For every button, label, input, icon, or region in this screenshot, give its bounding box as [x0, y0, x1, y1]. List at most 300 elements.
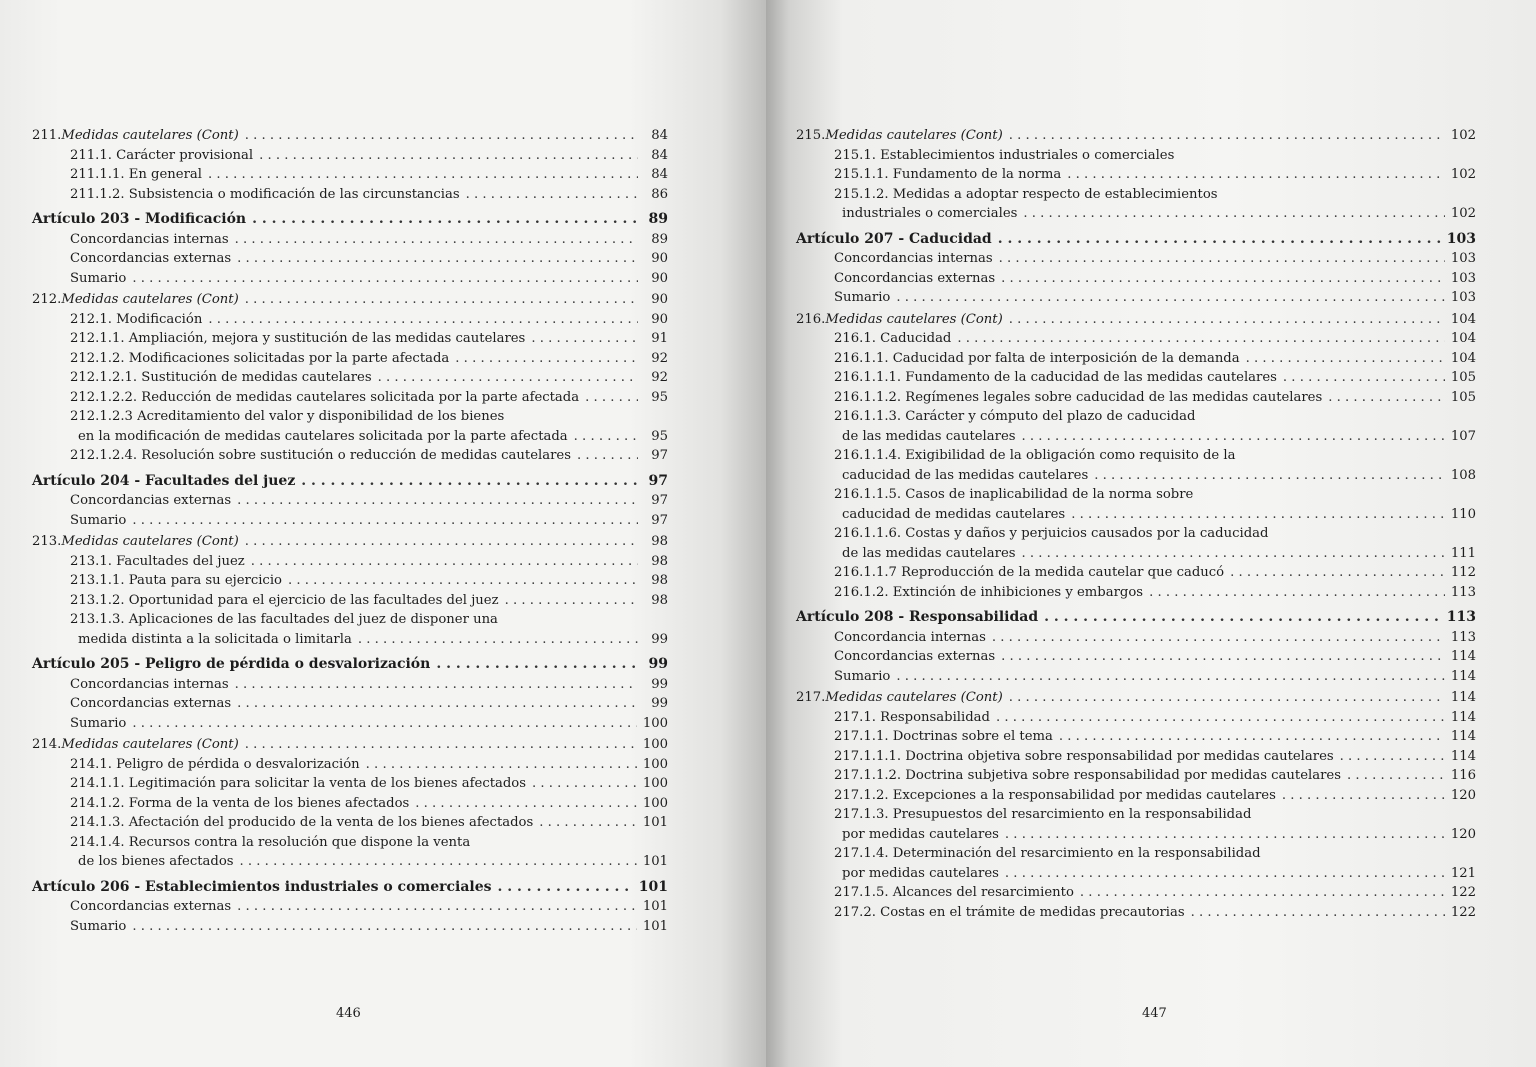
- toc-entry-label: Concordancias externas: [834, 649, 996, 664]
- dot-leader: [1044, 608, 1441, 628]
- toc-entry-label: 216.1.1.4. Exigibilidad de la obligación como requisito de la: [834, 448, 1236, 463]
- dot-leader: [1059, 727, 1445, 747]
- toc-entry-label: Concordancias internas: [834, 251, 993, 266]
- toc-page-number: 92: [651, 350, 668, 366]
- toc-page-number: 98: [651, 534, 668, 549]
- dot-leader: [498, 878, 633, 898]
- toc-page-number: 100: [642, 715, 668, 731]
- toc-entry-label: 216.1.1.1. Fundamento de la caducidad de las medidas cautelares: [834, 370, 1277, 385]
- toc-entry: [32, 755, 668, 775]
- toc-entry-label: 215.1. Establecimientos industriales o comerciales: [834, 147, 1175, 163]
- toc-entry: [32, 310, 668, 330]
- toc-entry: [796, 583, 1476, 603]
- toc-page-number: 112: [1450, 565, 1476, 580]
- dot-leader: [1005, 864, 1445, 884]
- toc-entry: [796, 608, 1476, 628]
- dot-leader: [252, 210, 638, 230]
- toc-entry: [796, 407, 1476, 427]
- toc-page-number: 113: [1450, 584, 1476, 600]
- toc-entry-label: 212.1.2.2. Reducción de medidas cautelares solicitada por la parte afectada: [70, 389, 580, 405]
- toc-page-number: 97: [651, 448, 668, 463]
- toc-page-number: 121: [1450, 865, 1476, 881]
- toc-entry-label: Artículo 205 - Peligro de pérdida o desvalorización: [32, 656, 431, 672]
- toc-entry-label: 212.1.2.3 Acreditamiento del valor y disponibilidad de los bienes: [70, 409, 505, 424]
- toc-entry: [32, 552, 668, 572]
- toc-page-number: 113: [1450, 629, 1476, 645]
- toc-page-number: 104: [1450, 311, 1476, 327]
- dot-leader: [896, 288, 1444, 308]
- toc-entry-label: 211.1.2. Subsistencia o modificación de las circunstancias: [70, 186, 460, 202]
- dot-leader: [237, 491, 638, 511]
- dot-leader: [1230, 563, 1445, 583]
- dot-leader: [235, 675, 638, 695]
- dot-leader: [996, 708, 1445, 728]
- toc-entry: [32, 388, 668, 408]
- toc-entry-label: 213.1.1. Pauta para su ejercicio: [70, 573, 282, 588]
- toc-entry: [32, 878, 668, 898]
- toc-entry-label: 211.1. Carácter provisional: [70, 147, 254, 163]
- toc-entry-label: 215.1.1. Fundamento de la norma: [834, 167, 1062, 182]
- dot-leader: [366, 755, 637, 775]
- toc-entry: [796, 165, 1476, 185]
- toc-entry-label: Sumario: [70, 715, 127, 731]
- toc-entry: [796, 766, 1476, 786]
- toc-entry: [32, 185, 668, 205]
- dot-leader: [539, 813, 637, 833]
- dot-leader: [1009, 688, 1445, 708]
- dot-leader: [132, 917, 636, 937]
- toc-entry: [796, 485, 1476, 505]
- dot-leader: [532, 774, 637, 794]
- toc-entry: [796, 825, 1476, 845]
- toc-entry: [796, 427, 1476, 447]
- toc-entry: [32, 290, 668, 310]
- dot-leader: [1283, 368, 1445, 388]
- toc-page-number: 84: [651, 147, 668, 163]
- toc-entry-label: Artículo 203 - Modificación: [32, 211, 247, 227]
- toc-entry-label: Concordancias externas: [70, 493, 232, 508]
- toc-page-number: 98: [651, 573, 668, 588]
- toc-entry-label: Concordancias internas: [70, 231, 229, 247]
- toc-page-number: 116: [1450, 768, 1476, 783]
- toc-entry: [796, 249, 1476, 269]
- toc-page-number: 99: [651, 696, 668, 711]
- toc-entry: [796, 544, 1476, 564]
- toc-page-number: 104: [1450, 350, 1476, 366]
- toc-page-number: 90: [651, 292, 668, 307]
- toc-entry: [796, 368, 1476, 388]
- toc-page-number: 102: [1450, 128, 1476, 143]
- toc-entry: [32, 532, 668, 552]
- dot-leader: [1009, 126, 1445, 146]
- toc-entry: [32, 813, 668, 833]
- toc-entry: [796, 288, 1476, 308]
- dot-leader: [132, 714, 636, 734]
- dot-leader: [998, 230, 1441, 250]
- dot-leader: [577, 446, 638, 466]
- left-page: [0, 0, 766, 1067]
- toc-entry: [32, 917, 668, 937]
- toc-entry-label: medida distinta a la solicitada o limitarla: [78, 631, 352, 647]
- toc-entry-label: 216.1.1.6. Costas y daños y perjuicios causados por la caducidad: [834, 526, 1269, 541]
- toc-entry-label: Sumario: [834, 290, 891, 305]
- toc-entry: [32, 491, 668, 511]
- toc-entry-label: 217.1.1. Doctrinas sobre el tema: [834, 729, 1053, 744]
- toc-page-number: 114: [1450, 690, 1476, 705]
- toc-page-number: 105: [1450, 389, 1476, 405]
- toc-entry: [32, 694, 668, 714]
- dot-leader: [245, 532, 638, 552]
- toc-entry: [32, 610, 668, 630]
- toc-page-number: 97: [648, 472, 668, 489]
- dot-leader: [415, 794, 637, 814]
- toc-page-number: 114: [1450, 748, 1476, 764]
- toc-entry: [32, 571, 668, 591]
- dot-leader: [245, 735, 637, 755]
- toc-entry-label: Concordancias externas: [70, 899, 232, 914]
- toc-entry: [796, 747, 1476, 767]
- dot-leader: [992, 628, 1445, 648]
- toc-entry-label: Medidas cautelares (Cont): [825, 311, 1003, 327]
- toc-page-number: 111: [1450, 545, 1476, 561]
- toc-entry-label: caducidad de las medidas cautelares: [842, 467, 1089, 483]
- dot-leader: [358, 630, 638, 650]
- table-of-contents-right: [796, 124, 1476, 922]
- toc-page-number: 107: [1450, 428, 1476, 444]
- toc-entry: [796, 466, 1476, 486]
- toc-entry-label: 214.1.2. Forma de la venta de los bienes afectados: [70, 795, 410, 811]
- toc-entry: [32, 735, 668, 755]
- toc-entry: [32, 427, 668, 447]
- page-number-left: 446: [336, 1006, 361, 1021]
- toc-entry-label: 215.1.2. Medidas a adoptar respecto de establecimientos: [834, 186, 1218, 202]
- toc-page-number: 101: [638, 878, 668, 895]
- toc-entry-label: 217.1.2. Excepciones a la responsabilidad por medidas cautelares: [834, 787, 1276, 803]
- toc-entry-label: 216.1.1.3. Carácter y cómputo del plazo de caducidad: [834, 409, 1196, 424]
- toc-entry-label: Medidas cautelares (Cont): [61, 737, 239, 752]
- toc-page-number: 105: [1450, 370, 1476, 385]
- toc-entry-label: por medidas cautelares: [842, 865, 999, 881]
- toc-entry-label: 216.1.1.2. Regímenes legales sobre caducidad de las medidas cautelares: [834, 389, 1323, 405]
- toc-entry: [796, 667, 1476, 687]
- toc-entry: [796, 388, 1476, 408]
- toc-entry-label: Concordancias externas: [834, 270, 996, 286]
- toc-entry-label: 212.1. Modificación: [70, 311, 203, 327]
- toc-page-number: 98: [651, 592, 668, 608]
- toc-entry: [32, 833, 668, 853]
- toc-entry: [796, 903, 1476, 923]
- dot-leader: [208, 310, 638, 330]
- toc-entry-label: 216.1.1.7 Reproducción de la medida cautelar que caducó: [834, 565, 1225, 580]
- toc-entry-label: 216.1.1.5. Casos de inaplicabilidad de la norma sobre: [834, 487, 1194, 502]
- toc-entry-label: Concordancia internas: [834, 629, 986, 645]
- toc-entry: [796, 688, 1476, 708]
- toc-entry: [32, 675, 668, 695]
- dot-leader: [1005, 825, 1445, 845]
- dot-leader: [531, 329, 638, 349]
- toc-entry: [32, 511, 668, 531]
- toc-entry: [796, 628, 1476, 648]
- toc-section-number: 211.: [32, 128, 62, 143]
- dot-leader: [585, 388, 638, 408]
- toc-page-number: 86: [651, 186, 668, 202]
- toc-page-number: 103: [1450, 270, 1476, 286]
- toc-entry: [32, 349, 668, 369]
- toc-page-number: 114: [1450, 668, 1476, 684]
- dot-leader: [1347, 766, 1445, 786]
- dot-leader: [1001, 269, 1445, 289]
- toc-entry-label: 214.1.3. Afectación del producido de la venta de los bienes afectados: [70, 815, 534, 830]
- toc-entry-label: 217.1.5. Alcances del resarcimiento: [834, 885, 1074, 900]
- toc-page-number: 114: [1450, 649, 1476, 664]
- toc-entry-label: Concordancias internas: [70, 676, 229, 692]
- toc-page-number: 95: [651, 389, 668, 405]
- toc-entry-label: 214.1. Peligro de pérdida o desvalorización: [70, 756, 360, 772]
- toc-page-number: 114: [1450, 709, 1476, 725]
- toc-entry: [32, 249, 668, 269]
- dot-leader: [1009, 310, 1445, 330]
- toc-page-number: 122: [1450, 904, 1476, 920]
- dot-leader: [251, 552, 638, 572]
- toc-entry-label: 212.1.2.1. Sustitución de medidas cautelares: [70, 370, 372, 385]
- toc-page-number: 120: [1450, 826, 1476, 842]
- dot-leader: [1067, 165, 1445, 185]
- dot-leader: [1149, 583, 1445, 603]
- toc-entry: [796, 883, 1476, 903]
- toc-entry: [796, 230, 1476, 250]
- toc-entry: [796, 844, 1476, 864]
- toc-page-number: 98: [651, 553, 668, 569]
- dot-leader: [1023, 204, 1444, 224]
- toc-section-number: 217.: [796, 690, 826, 705]
- toc-entry: [796, 126, 1476, 146]
- toc-entry-label: 217.2. Costas en el trámite de medidas precautorias: [834, 904, 1185, 920]
- dot-leader: [245, 126, 638, 146]
- dot-leader: [1071, 505, 1445, 525]
- toc-entry-label: Concordancias externas: [70, 251, 232, 266]
- dot-leader: [1022, 544, 1445, 564]
- toc-entry: [796, 786, 1476, 806]
- dot-leader: [237, 249, 638, 269]
- toc-entry-label: Artículo 204 - Facultades del juez: [32, 472, 296, 489]
- toc-page-number: 114: [1450, 729, 1476, 744]
- toc-entry: [796, 310, 1476, 330]
- toc-page-number: 103: [1450, 251, 1476, 266]
- toc-page-number: 90: [651, 270, 668, 286]
- toc-entry: [796, 864, 1476, 884]
- toc-page-number: 84: [651, 167, 668, 182]
- toc-page-number: 99: [651, 631, 668, 647]
- toc-entry-label: 217.1. Responsabilidad: [834, 709, 990, 725]
- toc-entry: [32, 126, 668, 146]
- toc-page-number: 113: [1446, 609, 1476, 625]
- right-page: [766, 0, 1536, 1067]
- toc-entry-label: por medidas cautelares: [842, 826, 999, 842]
- toc-entry: [796, 563, 1476, 583]
- toc-page-number: 92: [651, 370, 668, 385]
- toc-page-number: 100: [642, 737, 668, 752]
- dot-leader: [1246, 349, 1445, 369]
- toc-entry-label: Medidas cautelares (Cont): [61, 292, 239, 307]
- toc-entry-label: 211.1.1. En general: [70, 167, 202, 182]
- toc-page-number: 95: [651, 428, 668, 444]
- toc-section-number: 213.: [32, 534, 62, 549]
- dot-leader: [999, 249, 1445, 269]
- toc-entry-label: Artículo 208 - Responsabilidad: [796, 609, 1039, 625]
- toc-page-number: 103: [1446, 230, 1476, 247]
- toc-entry-label: Sumario: [70, 512, 127, 528]
- dot-leader: [896, 667, 1444, 687]
- dot-leader: [301, 472, 638, 492]
- toc-entry-label: de las medidas cautelares: [842, 428, 1016, 444]
- dot-leader: [1001, 647, 1445, 667]
- dot-leader: [1340, 747, 1445, 767]
- toc-entry-label: Medidas cautelares (Cont): [825, 690, 1003, 705]
- toc-page-number: 100: [642, 776, 668, 791]
- dot-leader: [245, 290, 638, 310]
- toc-entry: [32, 269, 668, 289]
- toc-entry: [32, 714, 668, 734]
- toc-entry: [796, 524, 1476, 544]
- toc-entry: [796, 505, 1476, 525]
- toc-entry-label: 213.1.3. Aplicaciones de las facultades del juez de disponer una: [70, 612, 498, 627]
- toc-entry-label: 213.1. Facultades del juez: [70, 553, 245, 569]
- toc-entry: [32, 368, 668, 388]
- dot-leader: [1080, 883, 1445, 903]
- toc-page-number: 100: [642, 795, 668, 811]
- toc-entry-label: 212.1.1. Ampliación, mejora y sustitución de las medidas cautelares: [70, 331, 526, 346]
- dot-leader: [208, 165, 638, 185]
- toc-page-number: 102: [1450, 206, 1476, 221]
- toc-entry-label: 217.1.1.2. Doctrina subjetiva sobre responsabilidad por medidas cautelares: [834, 768, 1341, 783]
- toc-entry-label: 214.1.1. Legitimación para solicitar la venta de los bienes afectados: [70, 776, 527, 791]
- toc-page-number: 97: [651, 493, 668, 508]
- dot-leader: [235, 230, 638, 250]
- toc-entry-label: 217.1.4. Determinación del resarcimiento en la responsabilidad: [834, 846, 1261, 861]
- toc-entry: [32, 897, 668, 917]
- toc-page-number: 102: [1450, 167, 1476, 182]
- toc-entry: [796, 269, 1476, 289]
- toc-entry-label: industriales o comerciales: [842, 206, 1018, 221]
- toc-section-number: 216.: [796, 311, 826, 327]
- dot-leader: [957, 329, 1444, 349]
- dot-leader: [1022, 427, 1445, 447]
- dot-leader: [436, 655, 638, 675]
- toc-page-number: 90: [651, 251, 668, 266]
- toc-entry: [796, 708, 1476, 728]
- toc-entry-label: Concordancias externas: [70, 696, 232, 711]
- dot-leader: [240, 852, 637, 872]
- toc-page-number: 101: [642, 899, 668, 914]
- dot-leader: [378, 368, 638, 388]
- table-of-contents-left: [32, 124, 668, 936]
- toc-page-number: 84: [651, 128, 668, 143]
- toc-page-number: 104: [1450, 331, 1476, 346]
- toc-entry-label: de las medidas cautelares: [842, 545, 1016, 561]
- dot-leader: [237, 897, 637, 917]
- toc-page-number: 99: [651, 676, 668, 692]
- toc-entry-label: 213.1.2. Oportunidad para el ejercicio de las facultades del juez: [70, 592, 499, 608]
- dot-leader: [505, 591, 638, 611]
- toc-entry: [32, 852, 668, 872]
- toc-entry: [32, 591, 668, 611]
- toc-page-number: 99: [648, 656, 668, 672]
- toc-page-number: 91: [651, 331, 668, 346]
- dot-leader: [1094, 466, 1445, 486]
- toc-entry: [32, 655, 668, 675]
- toc-page-number: 110: [1450, 506, 1476, 522]
- dot-leader: [1328, 388, 1445, 408]
- toc-entry-label: 217.1.1.1. Doctrina objetiva sobre responsabilidad por medidas cautelares: [834, 748, 1334, 764]
- toc-entry-label: Sumario: [70, 270, 127, 286]
- page-number-right: 447: [1142, 1006, 1167, 1021]
- toc-page-number: 101: [642, 854, 668, 869]
- toc-entry-label: Sumario: [70, 918, 127, 934]
- toc-page-number: 101: [642, 918, 668, 934]
- toc-page-number: 97: [651, 512, 668, 528]
- toc-entry: [32, 407, 668, 427]
- toc-entry: [32, 794, 668, 814]
- toc-entry-label: caducidad de medidas cautelares: [842, 506, 1066, 522]
- toc-entry-label: 212.1.2.4. Resolución sobre sustitución o reducción de medidas cautelares: [70, 448, 571, 463]
- dot-leader: [237, 694, 638, 714]
- toc-entry-label: 214.1.4. Recursos contra la resolución que dispone la venta: [70, 834, 471, 850]
- toc-entry-label: de los bienes afectados: [78, 854, 234, 869]
- dot-leader: [259, 146, 638, 166]
- toc-page-number: 101: [642, 815, 668, 830]
- toc-entry: [32, 472, 668, 492]
- toc-entry-label: Medidas cautelares (Cont): [825, 128, 1003, 143]
- toc-entry-label: 216.1.1. Caducidad por falta de interposición de la demanda: [834, 350, 1240, 366]
- dot-leader: [466, 185, 638, 205]
- dot-leader: [288, 571, 638, 591]
- toc-entry: [32, 446, 668, 466]
- toc-page-number: 90: [651, 311, 668, 327]
- toc-section-number: 212.: [32, 292, 62, 307]
- toc-entry: [796, 349, 1476, 369]
- dot-leader: [455, 349, 638, 369]
- toc-page-number: 100: [642, 756, 668, 772]
- toc-entry: [32, 230, 668, 250]
- dot-leader: [574, 427, 638, 447]
- toc-entry-label: 212.1.2. Modificaciones solicitadas por la parte afectada: [70, 350, 450, 366]
- toc-entry: [796, 727, 1476, 747]
- toc-page-number: 120: [1450, 787, 1476, 803]
- dot-leader: [132, 511, 638, 531]
- toc-page-number: 103: [1450, 290, 1476, 305]
- toc-entry: [796, 805, 1476, 825]
- toc-entry: [32, 146, 668, 166]
- toc-section-number: 214.: [32, 737, 62, 752]
- toc-page-number: 89: [648, 211, 668, 227]
- toc-entry-label: 216.1.2. Extinción de inhibiciones y embargos: [834, 584, 1144, 600]
- toc-entry: [796, 204, 1476, 224]
- toc-entry: [796, 329, 1476, 349]
- toc-entry: [796, 446, 1476, 466]
- toc-page-number: 122: [1450, 885, 1476, 900]
- toc-entry: [796, 647, 1476, 667]
- toc-entry-label: 217.1.3. Presupuestos del resarcimiento en la responsabilidad: [834, 807, 1252, 822]
- toc-entry: [32, 165, 668, 185]
- toc-section-number: 215.: [796, 128, 826, 143]
- toc-entry: [796, 146, 1476, 166]
- toc-entry-label: Artículo 206 - Establecimientos industriales o comerciales: [32, 878, 492, 895]
- toc-entry: [796, 185, 1476, 205]
- toc-entry-label: Medidas cautelares (Cont): [61, 534, 239, 549]
- toc-entry-label: Medidas cautelares (Cont): [61, 128, 239, 143]
- toc-entry-label: Artículo 207 - Caducidad: [796, 230, 992, 247]
- toc-entry-label: 216.1. Caducidad: [834, 331, 952, 346]
